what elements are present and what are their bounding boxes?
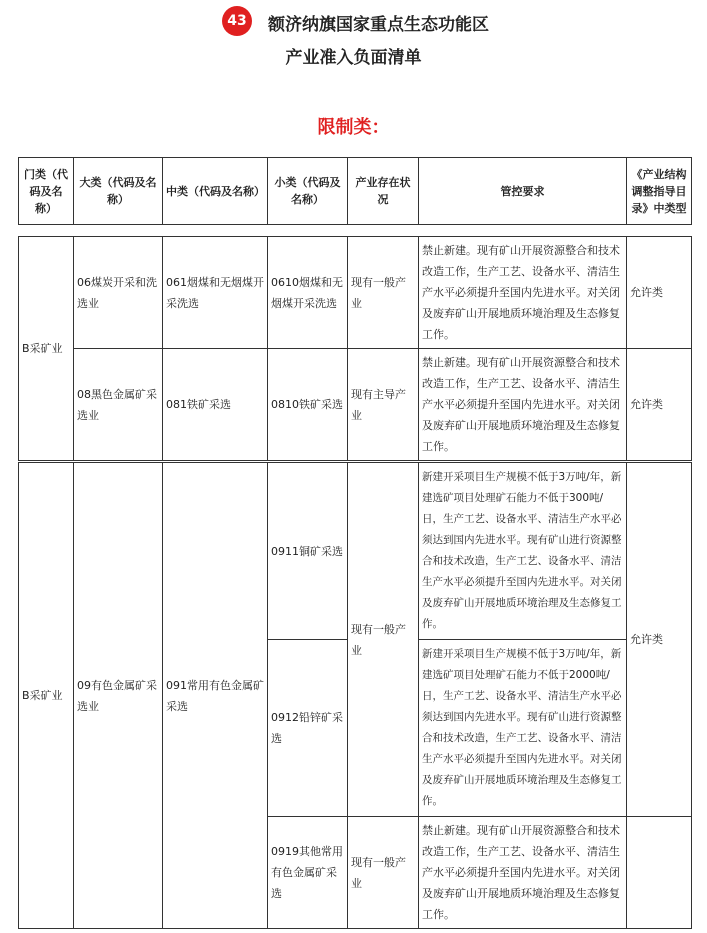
cell-zhonglei: 061烟煤和无烟煤开采洗选 xyxy=(163,237,268,349)
cell-control: 新建开采项目生产规模不低于3万吨/年，新建选矿项目处理矿石能力不低于300吨/日，生产工艺、设备水平、清洁生产水平必须达到国内先进水平。现有矿山进行资源整合和技术改造，生产工艺、设备水平、清洁生产水平必须提升至国内先进水平。对关闭及废弃矿山开展地质环境治理及生态修复工作。 xyxy=(419,463,627,640)
table-row xyxy=(19,463,692,640)
table-row xyxy=(19,237,692,349)
cell-status: 现有一般产业 xyxy=(348,237,419,349)
table-row xyxy=(19,349,692,461)
header-dalei: 大类（代码及名称） xyxy=(74,158,163,225)
header-control: 管控要求 xyxy=(419,158,627,225)
page-number-badge: 43 xyxy=(222,6,252,36)
block2-table xyxy=(18,462,692,929)
cell-control: 禁止新建。现有矿山开展资源整合和技术改造工作，生产工艺、设备水平、清洁生产水平必须提升至国内先进水平。对关闭及废弃矿山开展地质环境治理及生态修复工作。 xyxy=(419,349,627,461)
cell-type: 允许类 xyxy=(627,349,692,461)
header-xiaolei: 小类（代码及名称） xyxy=(268,158,348,225)
cell-zhonglei: 091常用有色金属矿采选 xyxy=(163,463,268,929)
cell-menlei: B采矿业 xyxy=(19,463,74,929)
cell-xiaolei: 0810铁矿采选 xyxy=(268,349,348,461)
cell-dalei: 09有色金属矿采选业 xyxy=(74,463,163,929)
cell-menlei: B采矿业 xyxy=(19,237,74,461)
header-zhonglei: 中类（代码及名称） xyxy=(163,158,268,225)
cell-status: 现有一般产业 xyxy=(348,817,419,929)
cell-type xyxy=(627,817,692,929)
cell-type: 允许类 xyxy=(627,237,692,349)
cell-zhonglei: 081铁矿采选 xyxy=(163,349,268,461)
document-subtitle: 产业准入负面清单 xyxy=(285,48,422,68)
cell-type: 允许类 xyxy=(627,463,692,817)
cell-xiaolei: 0919其他常用有色金属矿采选 xyxy=(268,817,348,929)
header-table xyxy=(18,157,692,225)
cell-control: 禁止新建。现有矿山开展资源整合和技术改造工作，生产工艺、设备水平、清洁生产水平必须提升至国内先进水平。对关闭及废弃矿山开展地质环境治理及生态修复工作。 xyxy=(419,237,627,349)
header-type: 《产业结构调整指导目录》中类型 xyxy=(627,158,692,225)
cell-control: 禁止新建。现有矿山开展资源整合和技术改造工作，生产工艺、设备水平、清洁生产水平必须提升至国内先进水平。对关闭及废弃矿山开展地质环境治理及生态修复工作。 xyxy=(419,817,627,929)
document-title: 额济纳旗国家重点生态功能区 xyxy=(268,15,489,35)
cell-xiaolei: 0912铅锌矿采选 xyxy=(268,640,348,817)
cell-status: 现有主导产业 xyxy=(348,349,419,461)
cell-dalei: 08黑色金属矿采选业 xyxy=(74,349,163,461)
cell-xiaolei: 0911铜矿采选 xyxy=(268,463,348,640)
cell-dalei: 06煤炭开采和洗选业 xyxy=(74,237,163,349)
section-heading: 限制类： xyxy=(317,117,390,138)
header-status: 产业存在状况 xyxy=(348,158,419,225)
header-menlei: 门类（代码及名称） xyxy=(19,158,74,225)
cell-xiaolei: 0610烟煤和无烟煤开采洗选 xyxy=(268,237,348,349)
block1-table xyxy=(18,236,692,461)
cell-control: 新建开采项目生产规模不低于3万吨/年，新建选矿项目处理矿石能力不低于2000吨/日，生产工艺、设备水平、清洁生产水平必须达到国内先进水平。现有矿山进行资源整合和技术改造，生产工艺、设备水平、清洁生产水平必须提升至国内先进水平。对关闭及废弃矿山开展地质环境治理及生态修复工作。 xyxy=(419,640,627,817)
cell-status: 现有一般产业 xyxy=(348,463,419,817)
